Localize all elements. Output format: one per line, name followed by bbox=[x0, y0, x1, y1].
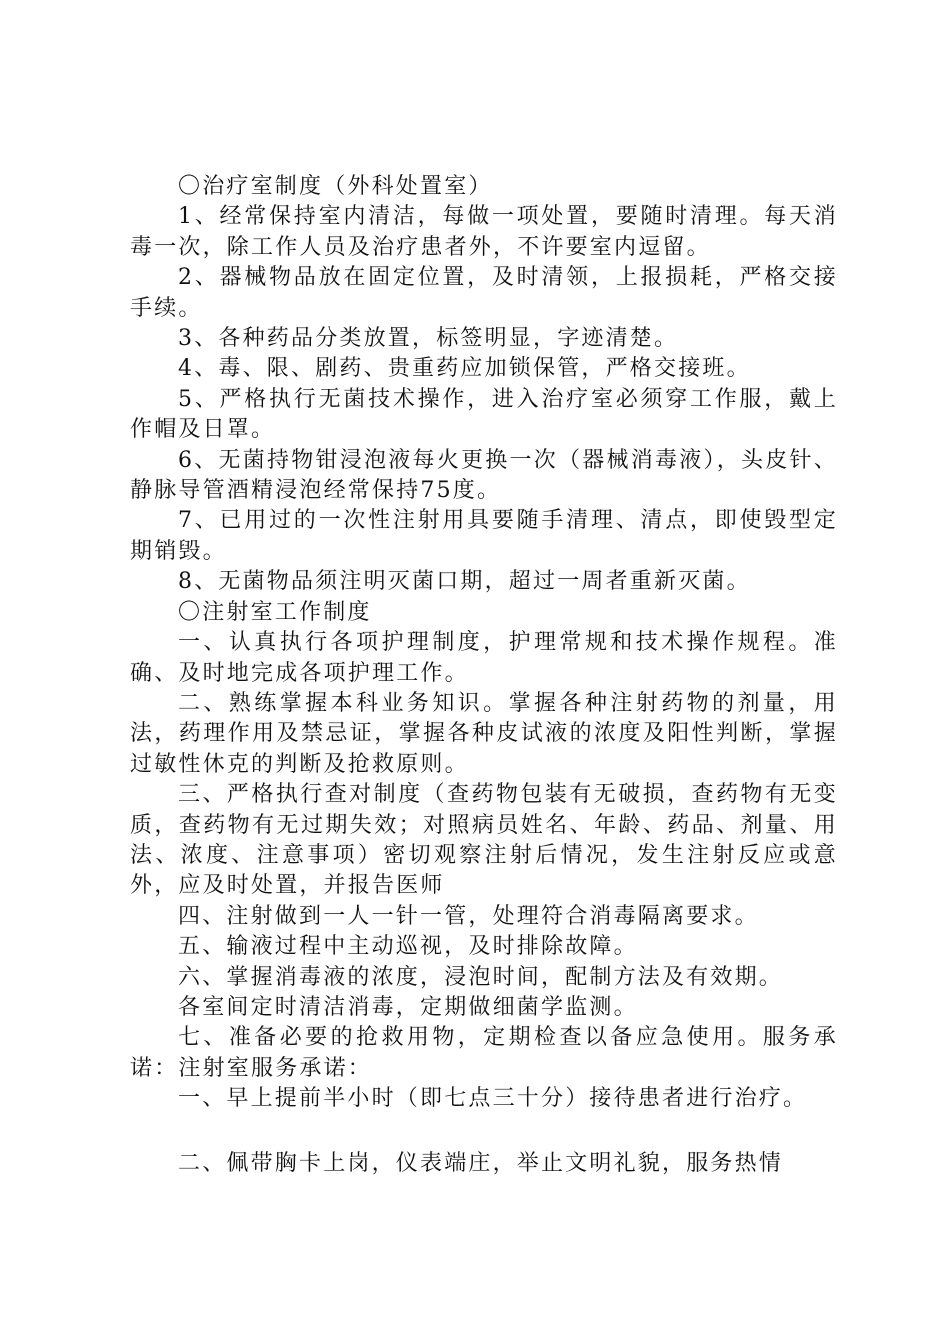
paragraph: 二、熟练掌握本科业务知识。掌握各种注射药物的剂量，用法，药理作用及禁忌证，掌握各种皮试液的浓度及阳性判断，掌握过敏性休克的判断及抢救原则。 bbox=[130, 690, 838, 777]
paragraph: 七、准备必要的抢救用物，定期检查以备应急使用。服务承诺：注射室服务承诺： bbox=[130, 1025, 838, 1081]
paragraph: 2、器械物品放在固定位置，及时清领，上报损耗，严格交接手续。 bbox=[130, 265, 838, 321]
paragraph: 3、各种药品分类放置，标签明显，字迹清楚。 bbox=[178, 326, 679, 352]
paragraph: 6、无菌持物钳浸泡液每火更换一次（器械消毒液），头皮针、静脉导管酒精浸泡经常保持75度。 bbox=[130, 447, 838, 504]
paragraph: 8、无菌物品须注明灭菌口期，超过一周者重新灭菌。 bbox=[178, 569, 751, 595]
paragraph: 一、早上提前半小时（即七点三十分）接待患者进行治疗。 bbox=[178, 1086, 808, 1112]
section-heading-injection-room: 〇注射室工作制度 bbox=[178, 599, 372, 625]
paragraph: 7、已用过的一次性注射用具要随手清理、清点，即使毁型定期销毁。 bbox=[130, 508, 838, 564]
paragraph: 一、认真执行各项护理制度，护理常规和技术操作规程。准确、及时地完成各项护理工作。 bbox=[130, 630, 838, 686]
paragraph: 1、经常保持室内清洁，每做一项处置，要随时清理。每天消毒一次，除工作人员及治疗患者外，不许要室内逗留。 bbox=[130, 204, 838, 260]
paragraph: 二、佩带胸卡上岗，仪表端庄，举止文明礼貌，服务热情 bbox=[178, 1150, 784, 1176]
paragraph: 四、注射做到一人一针一管，处理符合消毒隔离要求。 bbox=[178, 903, 759, 929]
paragraph: 4、毒、限、剧药、贵重药应加锁保管，严格交接班。 bbox=[178, 356, 751, 382]
paragraph: 三、严格执行查对制度（查药物包装有无破损，查药物有无变质，查药物有无过期失效；对照病员姓名、年龄、药品、剂量、用法、浓度、注意事项）密切观察注射后情况，发生注射反应或意外，应及时处置，并报告医师 bbox=[130, 782, 838, 899]
paragraph: 六、掌握消毒液的浓度，浸泡时间，配制方法及有效期。 bbox=[178, 964, 784, 990]
section-heading-treatment-room: 〇治疗室制度（外科处置室） bbox=[178, 174, 493, 199]
paragraph: 各室间定时清洁消毒，定期做细菌学监测。 bbox=[178, 994, 638, 1020]
document-body bbox=[130, 172, 838, 1179]
paragraph: 5、严格执行无菌技术操作，进入治疗室必须穿工作服，戴上作帽及日罩。 bbox=[130, 386, 838, 443]
paragraph: 五、输液过程中主动巡视，及时排除故障。 bbox=[178, 934, 638, 960]
